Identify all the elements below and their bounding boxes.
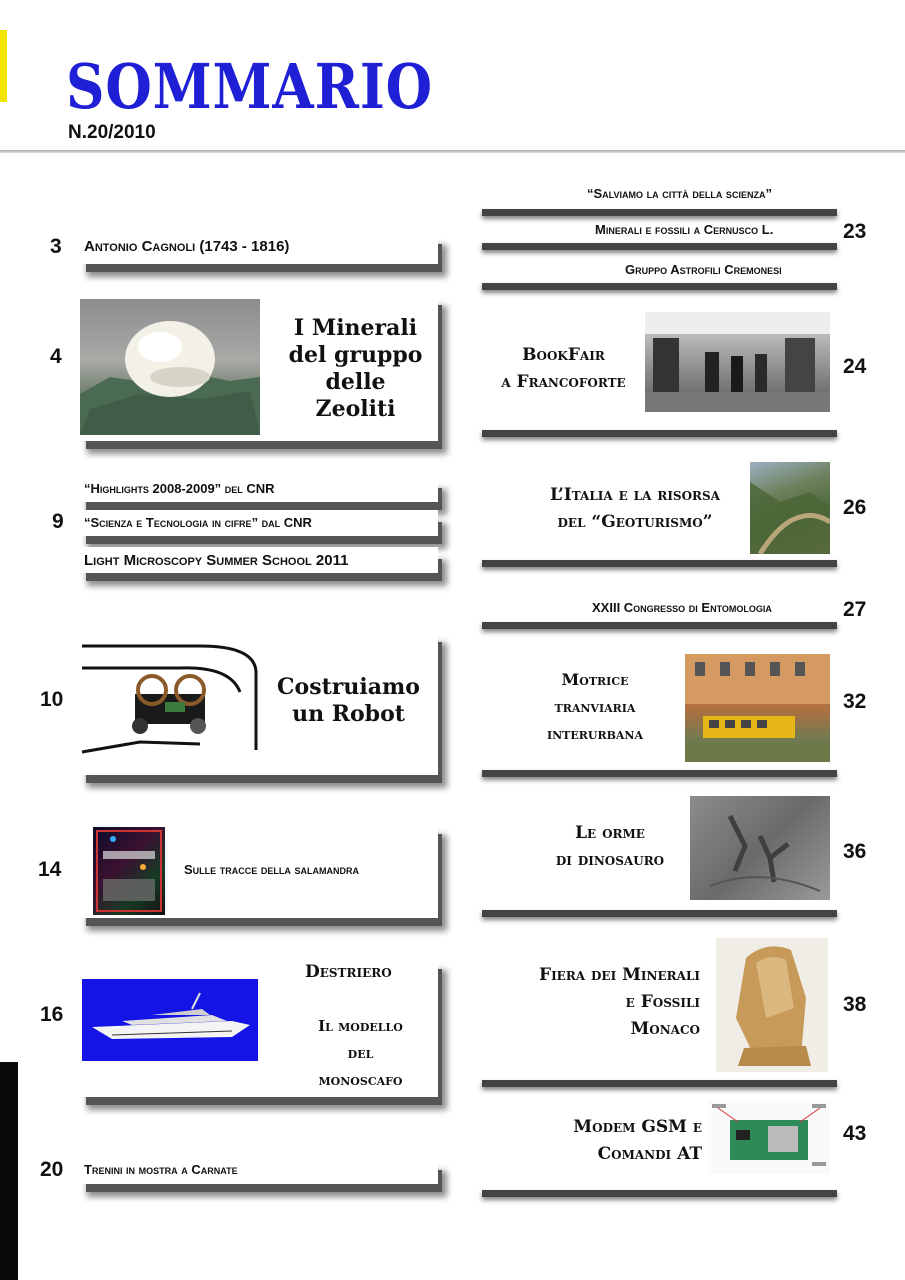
page-number: 3 bbox=[50, 235, 62, 258]
divider-bar bbox=[482, 1080, 837, 1087]
modem-board-image bbox=[708, 1100, 830, 1174]
toc-entry-microscopy[interactable] bbox=[78, 547, 438, 573]
divider-bar bbox=[482, 560, 837, 567]
entry-title: Light Microscopy Summer School 2011 bbox=[84, 552, 349, 569]
divider-bar bbox=[482, 209, 837, 216]
entry-title: “Scienza e Tecnologia in cifre” dal CNR bbox=[84, 515, 312, 530]
entry-title: Antonio Cagnoli (1743 - 1816) bbox=[84, 238, 290, 255]
toc-entry-robot[interactable] bbox=[78, 630, 438, 775]
toc-entry-modem[interactable]: Modem GSM e Comandi AT bbox=[573, 1117, 702, 1164]
entry-title: “Highlights 2008-2009” del CNR bbox=[84, 481, 275, 496]
entry-title: Destriero bbox=[305, 962, 392, 982]
divider-bar bbox=[482, 910, 837, 917]
entry-subtitle: Il modello del monoscafo bbox=[318, 1017, 403, 1089]
divider-bar bbox=[482, 243, 837, 250]
toc-entry-highlights[interactable] bbox=[78, 476, 438, 502]
page-number: 9 bbox=[52, 510, 64, 533]
divider-bar bbox=[482, 622, 837, 629]
toc-entry-zeoliti[interactable] bbox=[78, 293, 438, 441]
valley-image bbox=[750, 462, 830, 554]
toc-entry-cernusco[interactable]: Minerali e fossili a Cernusco L. bbox=[595, 222, 774, 237]
page-number: 38 bbox=[843, 993, 867, 1016]
book-cover-image bbox=[93, 827, 165, 915]
black-edge-tab bbox=[0, 1062, 18, 1280]
toc-entry-astrofili[interactable]: Gruppo Astrofili Cremonesi bbox=[625, 262, 782, 277]
dinosaur-footprint-image bbox=[690, 796, 830, 900]
page-number: 20 bbox=[40, 1158, 64, 1181]
toc-entry-fiera[interactable]: Fiera dei Minerali e Fossili Monaco bbox=[539, 965, 700, 1039]
divider-bar bbox=[482, 430, 837, 437]
toc-entry-bookfair[interactable]: BookFair a Francoforte bbox=[501, 345, 626, 392]
page-number: 16 bbox=[40, 1003, 64, 1026]
page-number: 10 bbox=[40, 688, 64, 711]
toc-entry-destriero[interactable] bbox=[78, 957, 438, 1097]
page-number: 14 bbox=[38, 858, 62, 881]
entry-title: Costruiamo un Robot bbox=[277, 674, 420, 727]
entry-title: I Minerali del gruppo delle Zeoliti bbox=[288, 315, 423, 422]
page-number: 32 bbox=[843, 690, 867, 713]
toc-entry-salamandra[interactable] bbox=[78, 822, 438, 918]
divider-bar bbox=[482, 283, 837, 290]
entry-title: Sulle tracce della salamandra bbox=[184, 862, 359, 877]
toc-entry-orme[interactable]: Le orme di dinosauro bbox=[555, 823, 665, 870]
page-number: 4 bbox=[50, 345, 62, 368]
toc-entry-entomologia[interactable]: XXIII Congresso di Entomologia bbox=[592, 600, 772, 615]
page-number: 36 bbox=[843, 840, 867, 863]
issue-number: N.20/2010 bbox=[68, 122, 156, 143]
page-number: 24 bbox=[843, 355, 867, 378]
toc-entry-trenini[interactable] bbox=[78, 1158, 438, 1184]
page-title: SOMMARIO bbox=[66, 50, 433, 123]
page-number: 23 bbox=[843, 220, 867, 243]
page-number: 27 bbox=[843, 598, 867, 621]
bookfair-image bbox=[645, 312, 830, 412]
yacht-image bbox=[82, 979, 258, 1061]
toc-entry-motrice[interactable]: Motrice tranviaria interurbana bbox=[546, 670, 644, 743]
divider-bar bbox=[482, 1190, 837, 1197]
page-number: 43 bbox=[843, 1122, 867, 1145]
divider-bar bbox=[482, 770, 837, 777]
tram-image bbox=[685, 654, 830, 762]
page-number: 26 bbox=[843, 496, 867, 519]
zeolite-mineral-image bbox=[80, 299, 260, 435]
yellow-edge-tab bbox=[0, 30, 7, 102]
header-divider bbox=[0, 150, 905, 153]
toc-entry-scienza[interactable] bbox=[78, 510, 438, 536]
toc-entry-salviamo[interactable]: “Salviamo la città della scienza” bbox=[587, 186, 772, 201]
toc-entry-cagnoli[interactable] bbox=[78, 232, 438, 264]
crystal-image bbox=[716, 938, 828, 1072]
toc-entry-geoturismo[interactable]: L’Italia e la risorsa del “Geoturismo” bbox=[550, 485, 720, 532]
robot-image bbox=[80, 632, 260, 768]
entry-title: Trenini in mostra a Carnate bbox=[84, 1162, 238, 1177]
